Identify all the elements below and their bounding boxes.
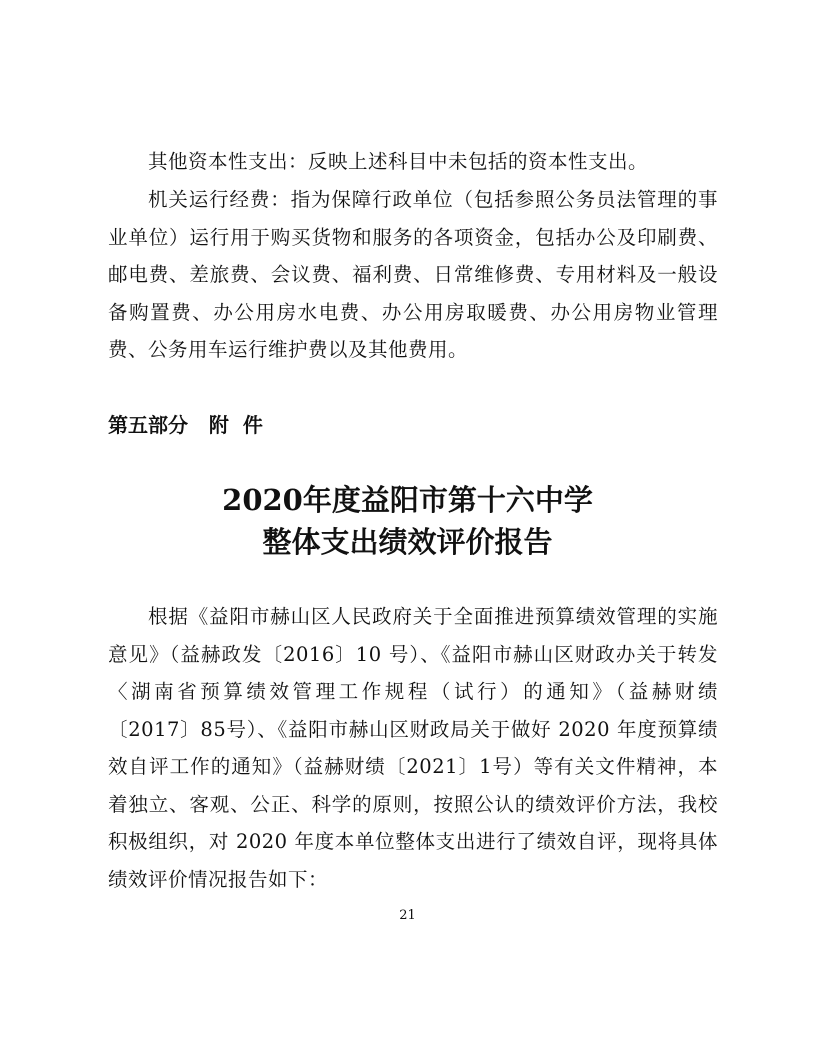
section-heading: 第五部分 附 件 — [108, 413, 263, 437]
report-intro-paragraph: 根据《益阳市赫山区人民政府关于全面推进预算绩效管理的实施意见》（益赫政发〔2016〕10 号）、《益阳市赫山区财政办关于转发〈湖南省预算绩效管理工作规程（试行）的通知》（益赫财绩〔2017〕85号）、《益阳市赫山区财政局关于做好 2020 年度预算绩效自评工作的通知》（益赫财绩〔2021〕1号）等有关文件精神，本着独立、客观、公正、科学的原则，按照公认的绩效评价方法，我校积极组织，对 2020 年度本单位整体支出进行了绩效自评，现将具体绩效评价情况报告如下： — [108, 605, 718, 891]
report-title-line-1: 2020年度益阳市第十六中学 — [222, 483, 593, 517]
paragraph-agency-operating-funds: 机关运行经费：指为保障行政单位（包括参照公务员法管理的事业单位）运行用于购买货物和服务的各项资金，包括办公及印刷费、邮电费、差旅费、会议费、福利费、日常维修费、专用材料及一般设备购置费、办公用房水电费、办公用房取暖费、办公用房物业管理费、公务用车运行维护费以及其他费用。 — [108, 188, 718, 361]
report-title-line-2: 整体支出绩效评价报告 — [262, 525, 553, 559]
page-number: 21 — [399, 908, 416, 923]
paragraph-other-capital-expenditure: 其他资本性支出：反映上述科目中未包括的资本性支出。 — [148, 150, 649, 173]
